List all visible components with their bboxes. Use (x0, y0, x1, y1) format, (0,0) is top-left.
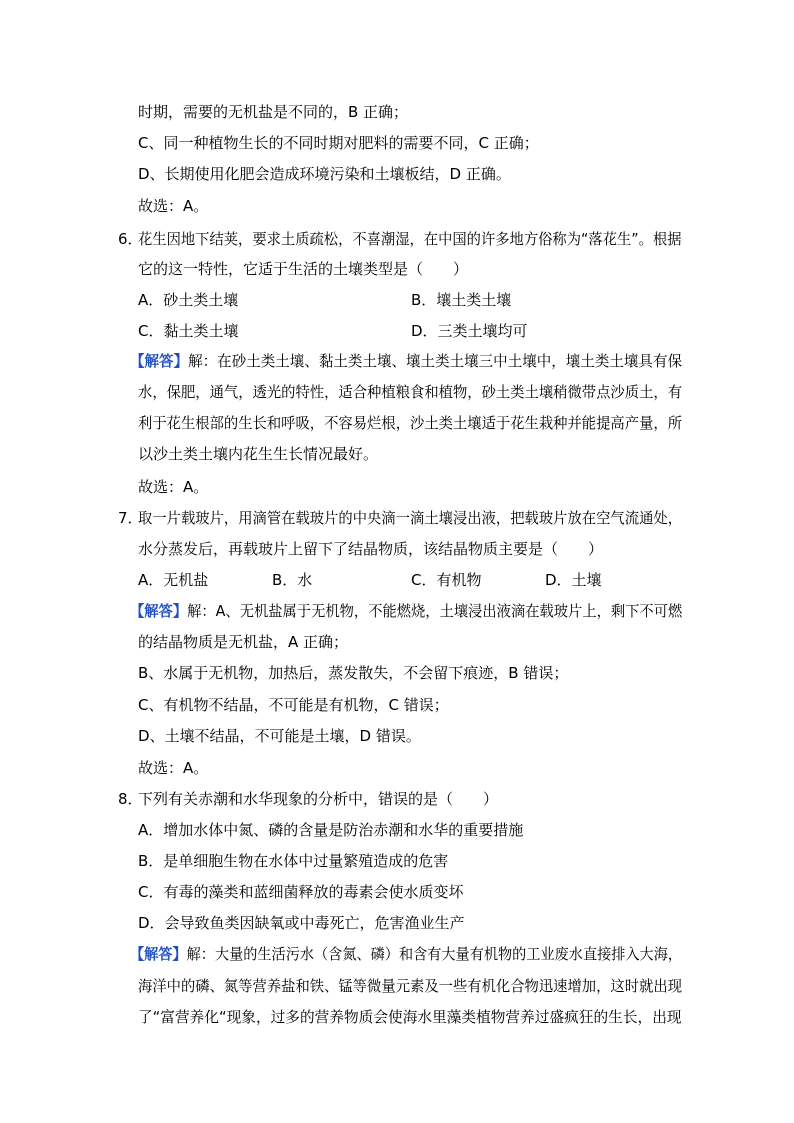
q7-answer-tag: 【解答】 (130, 602, 188, 620)
q7-explanation-line-5: D、土壤不结晶，不可能是土壤，D 错误。 (138, 727, 421, 745)
prev-answer: 故选：A。 (138, 197, 209, 215)
q6-explanation-text-1: 解：在砂土类土壤、黏土类土壤、壤土类土壤三中土壤中，壤土类土壤具有保 (188, 352, 683, 370)
q8-explanation-text-1: 解：大量的生活污水（含氮、磷）和含有大量有机物的工业废水直接排入大海， (186, 945, 683, 963)
q7-explanation-line-2: 的结晶物质是无机盐，A 正确； (138, 633, 349, 651)
q6-option-d: D．三类土壤均可 (411, 322, 528, 340)
q6-answer: 故选：A。 (138, 478, 209, 496)
q8-stem-line-1: 下列有关赤潮和水华现象的分析中，错误的是（ ） (138, 790, 499, 808)
q8-answer-tag: 【解答】 (130, 945, 187, 963)
q6-stem-line-2: 它的这一特性，它适于生活的土壤类型是（ ） (138, 260, 469, 278)
q6-explanation-line-2: 水，保肥，通气，透光的特性，适合种植粮食和植物，砂土类土壤稍微带点沙质土，有 (138, 383, 683, 401)
q7-answer: 故选：A。 (138, 759, 209, 777)
q7-option-b: B．水 (272, 571, 313, 589)
q7-explanation-line-4: C、有机物不结晶，不可能是有机物，C 错误； (138, 696, 449, 714)
q6-explanation-line-3: 利于花生根部的生长和呼吸，不容易烂根，沙土类土壤适于花生栽种并能提高产量，所 (138, 414, 683, 432)
q7-stem-line-1: 取一片载玻片，用滴管在载玻片的中央滴一滴土壤浸出液，把载玻片放在空气流通处， (138, 509, 683, 527)
q6-number: 6． (118, 230, 143, 248)
q7-explanation-line-1 (130, 600, 682, 622)
q6-answer-tag: 【解答】 (130, 352, 189, 370)
q7-option-a: A．无机盐 (138, 571, 209, 589)
prev-text-line-2: C、同一种植物生长的不同时期对肥料的需要不同，C 正确； (138, 134, 539, 152)
q6-option-c: C．黏土类土壤 (138, 322, 239, 340)
q8-explanation-line-3: 了“富营养化“现象，过多的营养物质会使海水里藻类植物营养过盛疯狂的生长，出现 (138, 1008, 682, 1026)
q8-option-b: B．是单细胞生物在水体中过量繁殖造成的危害 (138, 852, 449, 870)
q8-option-a: A．增加水体中氮、磷的含量是防治赤潮和水华的重要措施 (138, 821, 524, 839)
q6-option-b: B．壤土类土壤 (411, 291, 512, 309)
q8-option-d: D．会导致鱼类因缺氧或中毒死亡，危害渔业生产 (138, 914, 465, 932)
q7-option-c: C．有机物 (411, 571, 482, 589)
prev-text-line-1: 时期，需要的无机盐是不同的，B 正确； (138, 103, 409, 121)
q6-explanation-line-1 (130, 350, 682, 372)
q7-number: 7． (118, 509, 143, 527)
q7-explanation-line-3: B、水属于无机物，加热后，蒸发散失，不会留下痕迹，B 错误； (138, 664, 569, 682)
q8-number: 8． (118, 790, 143, 808)
q8-explanation-line-2: 海洋中的磷、氮等营养盐和铁、锰等微量元素及一些有机化合物迅速增加，这时就出现 (138, 977, 683, 995)
q8-option-c: C．有毒的藻类和蓝细菌释放的毒素会使水质变坏 (138, 883, 464, 901)
q7-option-d: D．土壤 (545, 571, 602, 589)
q7-explanation-text-1: 解：A、无机盐属于无机物，不能燃烧，土壤浸出液滴在载玻片上，剩下不可燃 (187, 602, 683, 620)
q6-explanation-line-4: 以沙土类土壤内花生生长情况最好。 (138, 445, 379, 463)
prev-text-line-3: D、长期使用化肥会造成环境污染和土壤板结，D 正确。 (138, 165, 511, 183)
q6-stem-line-1: 花生因地下结荚，要求土质疏松，不喜潮湿，在中国的许多地方俗称为“落花生”。根据 (138, 230, 682, 248)
q6-option-a: A．砂土类土壤 (138, 291, 239, 309)
q7-stem-line-2: 水分蒸发后，再载玻片上留下了结晶物质，该结晶物质主要是（ ） (138, 540, 604, 558)
q8-explanation-line-1 (130, 943, 682, 965)
